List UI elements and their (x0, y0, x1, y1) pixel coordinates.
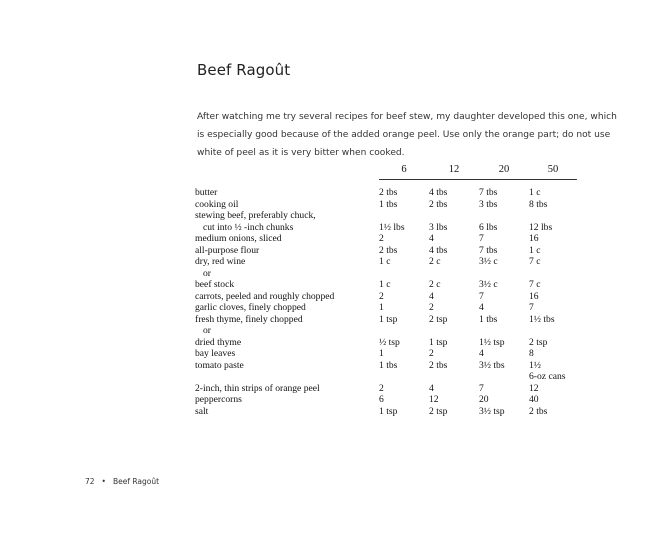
quantity-cell: 2 tsp (529, 336, 548, 348)
ingredient-row (195, 348, 577, 360)
quantity-cell: 1½ (529, 359, 541, 371)
quantity-cell: 4 (429, 233, 434, 244)
ingredient-row (195, 325, 577, 337)
ingredient-name: fresh thyme, finely chopped (195, 313, 303, 325)
ingredient-name: peppercorns (195, 394, 242, 405)
ingredient-name: tomato paste (195, 359, 244, 371)
quantity-cell: 3½ tsp (479, 405, 505, 417)
quantity-cell: 7 (479, 233, 484, 244)
ingredient-name: garlic cloves, finely chopped (195, 302, 306, 313)
quantity-cell: 12 (529, 382, 539, 394)
quantity-cell (379, 325, 429, 337)
ingredient-name: stewing beef, preferably chuck, (195, 210, 316, 221)
quantity-cell: 7 c (529, 256, 541, 267)
quantity-cell: 1 tsp (429, 336, 448, 348)
quantity-cell: 1 c (379, 256, 391, 267)
intro-line: white of peel as it is very bitter when cooked. (197, 148, 405, 158)
quantity-cell: 1 (379, 348, 384, 359)
quantity-cell (379, 371, 429, 383)
ingredient-name: dried thyme (195, 336, 242, 348)
quantity-cell: 16 (529, 290, 539, 302)
quantity-cell: 7 c (529, 279, 541, 290)
ingredient-name: butter (195, 187, 218, 198)
quantity-cell: 7 (479, 290, 484, 302)
quantity-cell: 1 (379, 302, 384, 313)
quantity-cell: 3½ tbs (479, 359, 505, 371)
ingredient-name: salt (195, 405, 209, 417)
quantity-cell: 8 tbs (529, 198, 548, 210)
ingredient-row (195, 360, 577, 372)
ingredient-name: or (203, 325, 211, 336)
ingredient-name: cooking oil (195, 198, 239, 210)
quantity-cell: 1 c (529, 187, 541, 198)
spacer-cell (429, 180, 479, 188)
ingredient-row (195, 302, 577, 314)
page-footer (85, 477, 166, 486)
quantity-cell (529, 210, 577, 222)
quantity-cell: 4 tbs (429, 187, 448, 198)
quantity-cell: 2 tsp (429, 313, 448, 325)
quantity-cell: 12 (429, 394, 439, 405)
quantity-cell: 3½ c (479, 279, 498, 290)
footer-bullet: • (101, 477, 106, 486)
quantity-cell: 1 c (379, 279, 391, 290)
quantity-cell: 2 tbs (529, 405, 548, 417)
quantity-cell: 1 tsp (379, 313, 398, 325)
ingredient-name: or (203, 267, 211, 279)
quantity-cell: 1 tbs (379, 198, 398, 210)
quantity-cell (479, 371, 529, 383)
quantity-cell: 4 (429, 382, 434, 394)
ingredient-name: 2-inch, thin strips of orange peel (195, 382, 320, 394)
quantity-cell (429, 268, 479, 280)
quantity-cell: 2 tsp (429, 405, 448, 417)
ingredient-row (195, 256, 577, 268)
ingredient-row (195, 279, 577, 291)
ingredient-name: beef stock (195, 279, 235, 290)
quantity-cell: 6 lbs (479, 221, 498, 233)
quantity-cell: 2 tbs (379, 187, 398, 198)
quantity-cell: 4 (429, 290, 434, 302)
quantity-cell: 8 (529, 348, 534, 359)
ingredient-name: dry, red wine (195, 256, 246, 267)
quantity-cell: 7 tbs (479, 244, 498, 256)
ingredient-header-blank (195, 162, 379, 180)
ingredient-name: medium onions, sliced (195, 233, 282, 244)
ingredient-row (195, 233, 577, 245)
quantity-cell (429, 325, 479, 337)
quantity-cell (379, 210, 429, 222)
quantity-cell: 1½ tsp (479, 336, 505, 348)
quantity-cell: 4 tbs (429, 244, 448, 256)
quantity-cell: 2 c (429, 279, 441, 290)
quantity-cell (429, 210, 479, 222)
quantity-cell (479, 325, 529, 337)
quantity-cell: 1 tbs (479, 313, 498, 325)
quantity-cell (479, 210, 529, 222)
ingredient-row (195, 337, 577, 349)
quantity-cell: ½ tsp (379, 336, 400, 348)
quantity-cell: 4 (479, 348, 484, 359)
quantity-cell: 2 (429, 302, 434, 313)
spacer-cell (479, 180, 529, 188)
quantity-cell: 2 (429, 348, 434, 359)
ingredient-name: carrots, peeled and roughly chopped (195, 290, 335, 302)
quantity-cell: 1½ lbs (379, 221, 405, 233)
quantity-cell: 40 (529, 394, 539, 405)
quantity-cell: 12 lbs (529, 221, 553, 233)
ingredient-rows (195, 180, 577, 418)
quantity-cell (479, 268, 529, 280)
quantity-cell: 1 tsp (379, 405, 398, 417)
ingredient-name (195, 371, 379, 383)
quantity-cell: 1 tbs (379, 359, 398, 371)
quantity-cell (379, 268, 429, 280)
servings-header-row (195, 162, 577, 180)
quantity-cell: 7 tbs (479, 187, 498, 198)
intro-line: is especially good because of the added orange peel. Use only the orange part; do not use (197, 130, 611, 140)
quantity-cell (529, 268, 577, 280)
quantity-cell: 6 (379, 394, 384, 405)
quantity-cell: 16 (529, 233, 539, 244)
ingredient-name: all-purpose flour (195, 244, 260, 256)
ingredient-row (195, 245, 577, 257)
ingredient-name: cut into ½ -inch chunks (203, 221, 294, 233)
ingredient-row (195, 291, 577, 303)
ingredient-table (195, 162, 577, 417)
servings-header: 6 (379, 162, 429, 180)
ingredient-name: bay leaves (195, 348, 236, 359)
quantity-cell: 1½ tbs (529, 313, 555, 325)
quantity-cell: 20 (479, 394, 489, 405)
footer-section: Beef Ragoût (112, 477, 160, 486)
quantity-cell: 2 (379, 290, 384, 302)
recipe-title: Beef Ragoût (197, 61, 291, 79)
ingredient-row (195, 383, 577, 395)
quantity-cell: 2 tbs (429, 198, 448, 210)
ingredient-row (195, 371, 577, 383)
quantity-cell: 4 (479, 302, 484, 313)
servings-header: 12 (429, 162, 479, 180)
ingredient-row (195, 222, 577, 234)
servings-header: 50 (529, 162, 577, 180)
quantity-cell: 3½ c (479, 256, 498, 267)
ingredient-row (195, 314, 577, 326)
ingredient-row (195, 199, 577, 211)
quantity-cell: 3 lbs (429, 221, 448, 233)
ingredient-row (195, 394, 577, 406)
ingredient-row (195, 187, 577, 199)
quantity-cell: 7 (479, 382, 484, 394)
spacer-cell (379, 180, 429, 188)
quantity-cell: 2 (379, 382, 384, 394)
quantity-cell (529, 325, 577, 337)
quantity-cell: 6-oz cans (529, 371, 566, 382)
quantity-cell: 2 (379, 233, 384, 244)
ingredient-row (195, 406, 577, 418)
intro-line: After watching me try several recipes for beef stew, my daughter developed this one, which (197, 112, 617, 122)
ingredient-row (195, 268, 577, 280)
spacer-cell (529, 180, 577, 188)
quantity-cell: 3 tbs (479, 198, 498, 210)
page-number: 72 (85, 477, 95, 486)
quantity-cell: 7 (529, 302, 534, 313)
recipe-intro (197, 108, 617, 162)
spacer-cell (195, 180, 379, 188)
spacer-row (195, 180, 577, 188)
quantity-cell: 2 c (429, 256, 441, 267)
quantity-cell (429, 371, 479, 383)
quantity-cell: 2 tbs (379, 244, 398, 256)
servings-header: 20 (479, 162, 529, 180)
quantity-cell: 1 c (529, 244, 541, 256)
ingredient-row (195, 210, 577, 222)
quantity-cell: 2 tbs (429, 359, 448, 371)
